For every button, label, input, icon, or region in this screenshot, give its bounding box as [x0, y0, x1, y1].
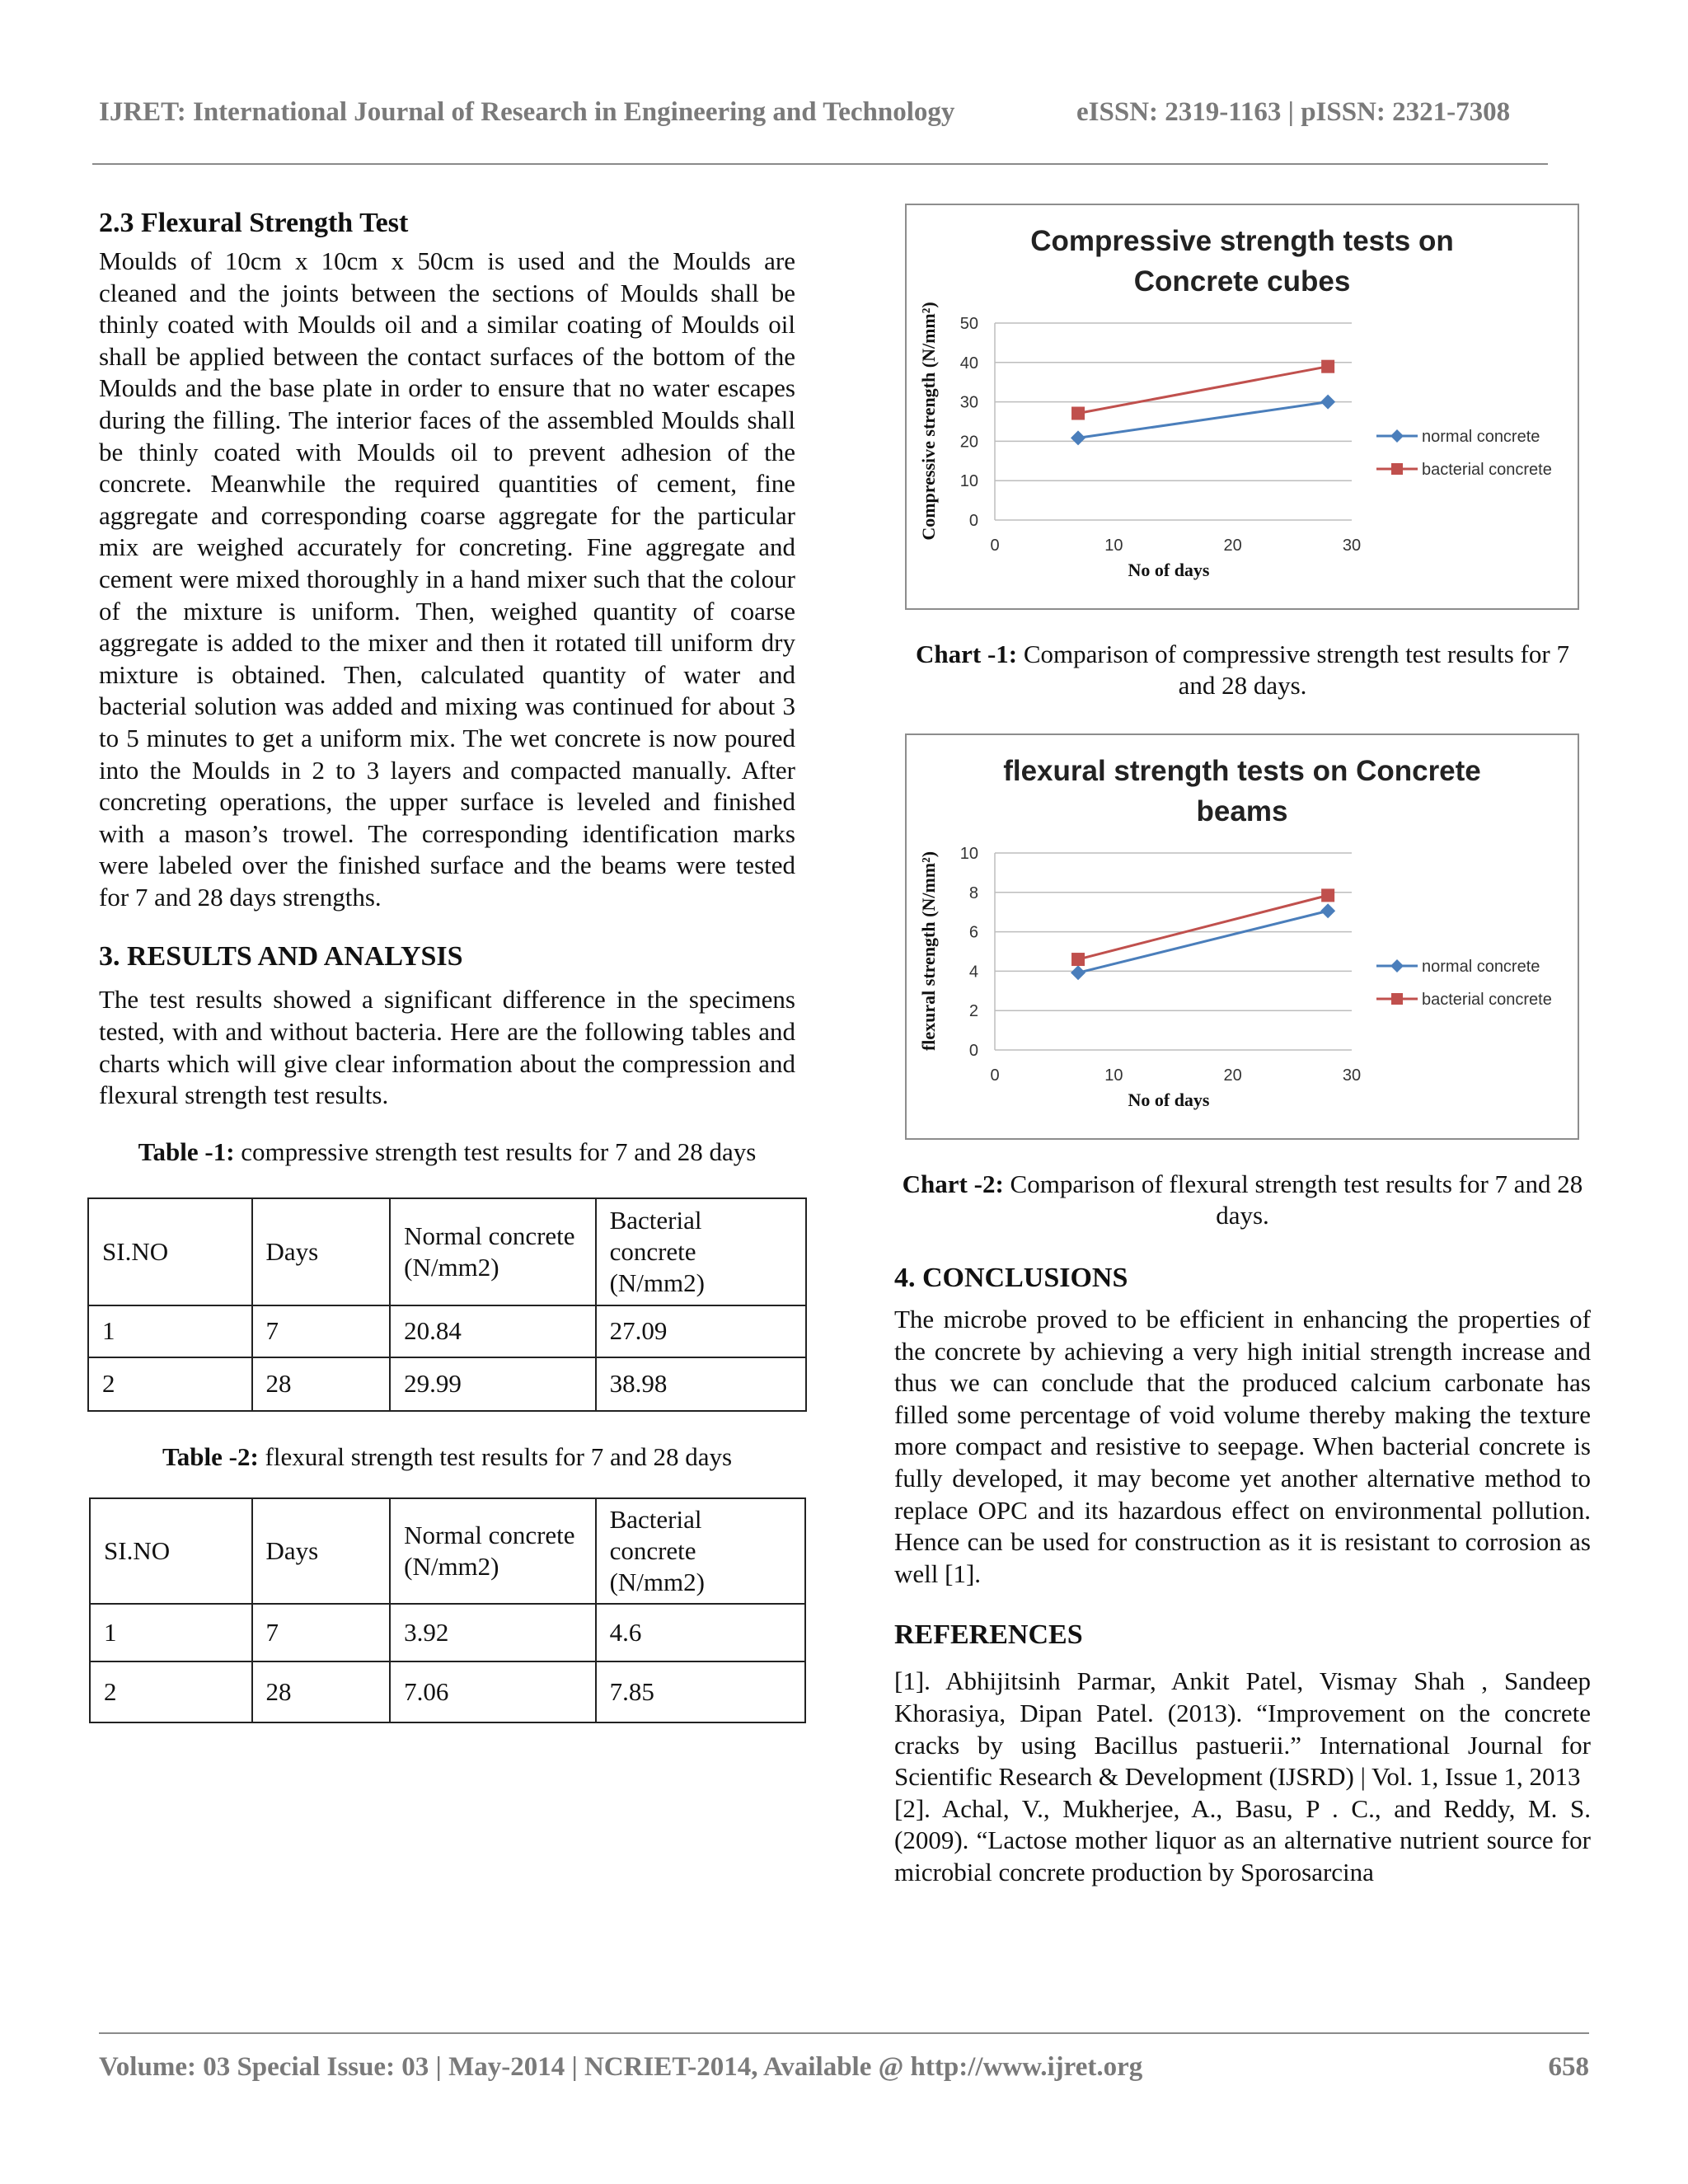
results-paragraph: The test results showed a significant difference in the specimens tested, with and without bacteria. Here are the following tables and charts which will give clear information about the compression and flexural strength test results. [99, 985, 795, 1110]
data-point [1320, 903, 1335, 918]
table-cell: 29.99 [390, 1357, 595, 1411]
chart-title-line: beams [1196, 795, 1288, 827]
y-tick-label: 10 [959, 472, 978, 491]
y-tick-label: 30 [959, 393, 978, 412]
header-rule [92, 163, 1548, 165]
reference-item: [2]. Achal, V., Mukherjee, A., Basu, P . C., and Reddy, M. S. (2009). “Lactose mother liquor as an alternative nutrient source for microbial concrete production by Sporosarcina [894, 1793, 1591, 1886]
section-heading-results: 3. RESULTS AND ANALYSIS [99, 941, 463, 972]
table-cell: 7.06 [390, 1661, 595, 1722]
chart-title-line: flexural strength tests on Concrete [1003, 755, 1481, 787]
y-tick-label: 2 [968, 1002, 978, 1021]
table-cell: 27.09 [596, 1305, 806, 1357]
running-footer [99, 2052, 1589, 2092]
right-column-text [894, 1261, 1591, 1889]
section-heading-references: REFERENCES [894, 1619, 1083, 1651]
data-point [1071, 407, 1085, 420]
compressive-results-table [87, 1197, 807, 1412]
x-tick-label: 30 [1342, 537, 1362, 555]
chart2-caption [894, 1169, 1591, 1231]
y-tick-label: 10 [959, 845, 978, 863]
y-tick-label: 20 [959, 433, 978, 452]
legend-label: bacterial concrete [1422, 461, 1552, 479]
issn-info: eISSN: 2319-1163 | pISSN: 2321-7308 [1076, 97, 1511, 127]
flexural-test-paragraph: Moulds of 10cm x 10cm x 50cm is used and the Moulds are cleaned and the joints between the sections of Moulds shall be thinly coated with Moulds oil and a similar coating of Moulds oil shall be applied between the contact surfaces of the bottom of the Moulds and the base plate in order to ensure that no water escapes during the filling. The interior faces of the assembled Moulds shall be thinly coated with Moulds oil to prevent adhesion of the concrete. Meanwhile the required quantities of cement, fine aggregate and corresponding coarse aggregate for the particular mix are weighed accurately for concreting. Fine aggregate and cement were mixed thoroughly in a hand mixer such that the colour of the mixture is uniform. Then, weighed quantity of coarse aggregate is added to the mixer and then it rotated till uniform dry mixture is obtained. Then, calculated quantity of water and bacterial solution was added and mixing was continued for about 3 to 5 minutes to get a uniform mix. The wet concrete is now poured into the Moulds in 2 to 3 layers and compacted manually. After concreting operations, the upper surface is leveled and finished with a mason’s trowel. The corresponding identification marks were labeled over the finished surface and the beams were tested for 7 and 28 days strengths. [99, 246, 795, 912]
y-tick-label: 40 [959, 354, 978, 373]
y-tick-label: 0 [968, 1042, 978, 1060]
table-cell: 7 [252, 1305, 391, 1357]
table-cell: 7 [252, 1604, 391, 1661]
table-row [90, 1661, 805, 1722]
x-tick-label: 10 [1104, 1066, 1123, 1085]
chart-ylabel: Compressive strength (N/mm²) [918, 302, 939, 541]
table-row [88, 1305, 806, 1357]
table-header-cell: SI.NO [90, 1498, 252, 1604]
table-cell: 3.92 [390, 1604, 595, 1661]
table-header-cell: Days [252, 1198, 391, 1305]
chart-xlabel: No of days [1128, 560, 1210, 580]
table-header-cell: Bacterial concrete (N/mm2) [596, 1198, 806, 1305]
table1-caption-label: Table -1: [138, 1137, 235, 1166]
legend-label: normal concrete [1422, 428, 1540, 446]
chart1-caption [894, 639, 1591, 701]
table2-caption-label: Table -2: [162, 1441, 259, 1471]
compressive-chart-svg [907, 205, 1578, 608]
table-cell: 2 [88, 1357, 252, 1411]
volume-info: Volume: 03 Special Issue: 03 | May-2014 | NCRIET-2014, Available @ http://www.ijret.org [99, 2052, 1143, 2082]
table-header-cell: Bacterial concrete (N/mm2) [596, 1498, 805, 1604]
table-header-cell: SI.NO [88, 1198, 252, 1305]
table-row [88, 1357, 806, 1411]
flexural-results-table [89, 1497, 806, 1723]
table1-caption-text: compressive strength test results for 7 and 28 days [234, 1137, 757, 1166]
data-point [1071, 965, 1085, 980]
running-header [99, 97, 1541, 138]
table2-caption [99, 1441, 795, 1473]
chart-xlabel: No of days [1128, 1090, 1210, 1110]
chart1-caption-label: Chart -1: [916, 640, 1018, 668]
left-column [99, 206, 795, 1723]
table-cell: 20.84 [390, 1305, 595, 1357]
footer-rule [99, 2032, 1589, 2034]
data-point [1321, 888, 1334, 902]
x-tick-label: 0 [990, 537, 1000, 555]
table-cell: 1 [88, 1305, 252, 1357]
reference-item: [1]. Abhijitsinh Parmar, Ankit Patel, Vismay Shah , Sandeep Khorasiya, Dipan Patel. (2013). “Improvement on the concrete cracks by using Bacillus pastuerii.” International Journal for Scientific Research & Development (IJSRD) | Vol. 1, Issue 1, 2013 [894, 1666, 1591, 1792]
table-cell: 4.6 [596, 1604, 805, 1661]
compressive-chart [905, 204, 1579, 610]
journal-name: IJRET: International Journal of Research in Engineering and Technology [99, 97, 955, 127]
legend-label: bacterial concrete [1422, 991, 1552, 1009]
x-tick-label: 30 [1342, 1066, 1362, 1085]
chart2-caption-label: Chart -2: [902, 1169, 1004, 1198]
series-line [1078, 911, 1328, 972]
table-header-cell: Normal concrete (N/mm2) [390, 1498, 595, 1604]
legend-marker [1390, 429, 1404, 443]
y-tick-label: 6 [968, 923, 978, 942]
flexural-chart [905, 733, 1579, 1140]
y-tick-label: 4 [968, 963, 978, 982]
data-point [1321, 360, 1334, 373]
table-cell: 38.98 [596, 1357, 806, 1411]
chart2-caption-text: Comparison of flexural strength test results for 7 and 28 days. [1003, 1169, 1583, 1230]
x-tick-label: 20 [1223, 1066, 1242, 1085]
chart1-caption-text: Comparison of compressive strength test results for 7 and 28 days. [1017, 640, 1569, 700]
table-cell: 28 [252, 1357, 391, 1411]
table-header-row [88, 1198, 806, 1305]
page-number: 658 [1548, 2052, 1589, 2082]
data-point [1320, 395, 1335, 410]
x-tick-label: 10 [1104, 537, 1123, 555]
conclusions-paragraph: The microbe proved to be efficient in enhancing the properties of the concrete by achieving a very high initial strength increase and thus we can conclude that the produced calcium carbonate has filled some percentage of void volume thereby making the texture more compact and resistive to seepage. When bacterial concrete is fully developed, it may become yet another alternative method to replace OPC and its hazardous effect on environmental pollution. Hence can be used for construction as it is resistant to corrosion as well [1]. [894, 1305, 1591, 1588]
chart-ylabel: flexural strength (N/mm²) [918, 851, 939, 1052]
table1-caption [99, 1137, 795, 1168]
series-line [1078, 895, 1328, 959]
x-tick-label: 20 [1223, 537, 1242, 555]
data-point [1071, 953, 1085, 966]
legend-marker [1391, 463, 1403, 475]
chart-title-line: Compressive strength tests on [1030, 225, 1454, 257]
y-tick-label: 8 [968, 883, 978, 902]
table-cell: 2 [90, 1661, 252, 1722]
x-tick-label: 0 [990, 1066, 1000, 1085]
table-header-row [90, 1498, 805, 1604]
table-header-cell: Days [252, 1498, 391, 1604]
table-cell: 7.85 [596, 1661, 805, 1722]
legend-marker [1391, 993, 1403, 1005]
legend-label: normal concrete [1422, 958, 1540, 976]
table2-caption-text: flexural strength test results for 7 and 28 days [258, 1441, 733, 1471]
y-tick-label: 0 [968, 512, 978, 530]
section-heading-conclusions: 4. CONCLUSIONS [894, 1263, 1128, 1293]
table-header-cell: Normal concrete (N/mm2) [390, 1198, 595, 1305]
section-heading-flexural: 2.3 Flexural Strength Test [99, 208, 409, 238]
flexural-chart-svg [907, 735, 1578, 1138]
table-cell: 28 [252, 1661, 391, 1722]
data-point [1071, 430, 1085, 445]
y-tick-label: 50 [959, 315, 978, 333]
legend-marker [1390, 959, 1404, 972]
table-row [90, 1604, 805, 1661]
table-cell: 1 [90, 1604, 252, 1661]
chart-title-line: Concrete cubes [1133, 265, 1351, 298]
